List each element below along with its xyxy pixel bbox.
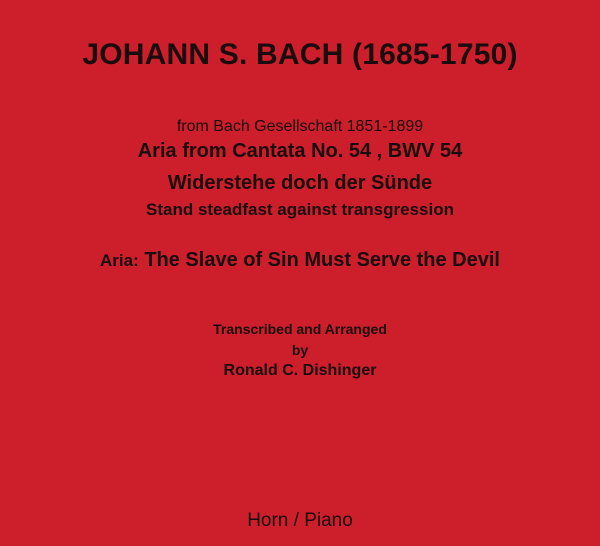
english-title: Stand steadfast against transgression bbox=[146, 200, 454, 219]
work-title: Aria from Cantata No. 54 , BWV 54 bbox=[137, 140, 463, 162]
credit-by: by bbox=[291, 342, 309, 358]
aria-prefix: Aria: bbox=[100, 251, 139, 270]
arranger-name: Ronald C. Dishinger bbox=[223, 362, 377, 379]
source-line: from Bach Gesellschaft 1851-1899 bbox=[176, 118, 424, 135]
aria-line bbox=[0, 250, 600, 270]
german-title: Widerstehe doch der Sünde bbox=[167, 172, 433, 194]
instrumentation: Horn / Piano bbox=[247, 510, 353, 531]
aria-title: The Slave of Sin Must Serve the Devil bbox=[144, 249, 500, 271]
credit-line: Transcribed and Arranged bbox=[213, 321, 387, 337]
composer-heading: JOHANN S. BACH (1685-1750) bbox=[82, 38, 518, 71]
